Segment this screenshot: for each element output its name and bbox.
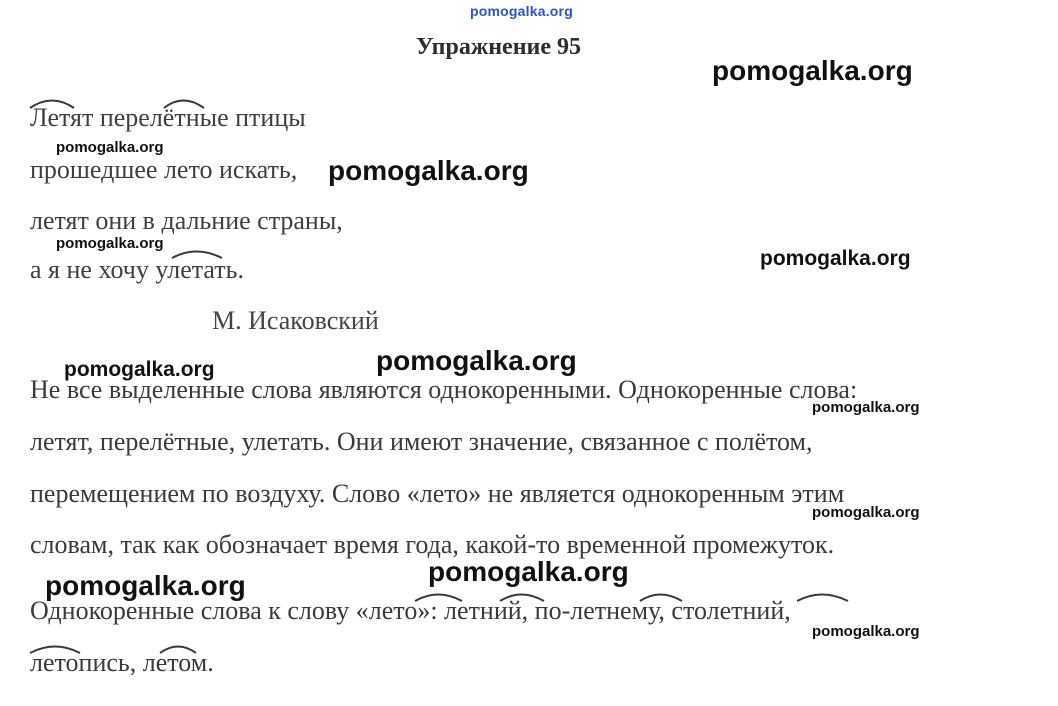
site-watermark-top: pomogalka.org xyxy=(470,3,573,19)
poem-author: М. Исаковский xyxy=(212,306,379,335)
watermark: pomogalka.org xyxy=(812,504,920,521)
watermark: pomogalka.org xyxy=(812,623,920,640)
answer-line-4: словам, так как обозначает время года, какой-то временной промежуток. xyxy=(30,530,835,559)
watermark: pomogalka.org xyxy=(56,235,164,252)
watermark: pomogalka.org xyxy=(64,358,215,381)
answer-line-2: летят, перелётные, улетать. Они имеют значение, связанное с полётом, xyxy=(30,427,813,456)
answer-line-3: перемещением по воздуху. Слово «лето» не является однокоренным этим xyxy=(30,479,845,508)
root-arc xyxy=(797,595,848,602)
exercise-title: Упражнение 95 xyxy=(416,34,582,60)
poem-line-2: прошедшее лето искать, xyxy=(30,155,298,184)
watermark: pomogalka.org xyxy=(56,139,164,156)
poem-line-4: а я не хочу улетать. xyxy=(30,255,245,284)
answer-line-6: летопись, летом. xyxy=(30,648,214,677)
watermark: pomogalka.org xyxy=(328,155,529,186)
watermark: pomogalka.org xyxy=(760,247,911,270)
watermark: pomogalka.org xyxy=(812,399,920,416)
poem-line-1: Летят перелётные птицы xyxy=(30,103,306,132)
poem-line-3: летят они в дальние страны, xyxy=(30,206,343,235)
watermark: pomogalka.org xyxy=(376,345,577,376)
watermark: pomogalka.org xyxy=(428,556,629,587)
answer-line-5: Однокоренные слова к слову «лето»: летний, по-летнему, столетний, xyxy=(30,596,791,625)
watermark: pomogalka.org xyxy=(45,570,246,601)
answer-line-1: Не все выделенные слова являются однокоренными. Однокоренные слова: xyxy=(30,375,858,404)
watermark: pomogalka.org xyxy=(712,55,913,86)
